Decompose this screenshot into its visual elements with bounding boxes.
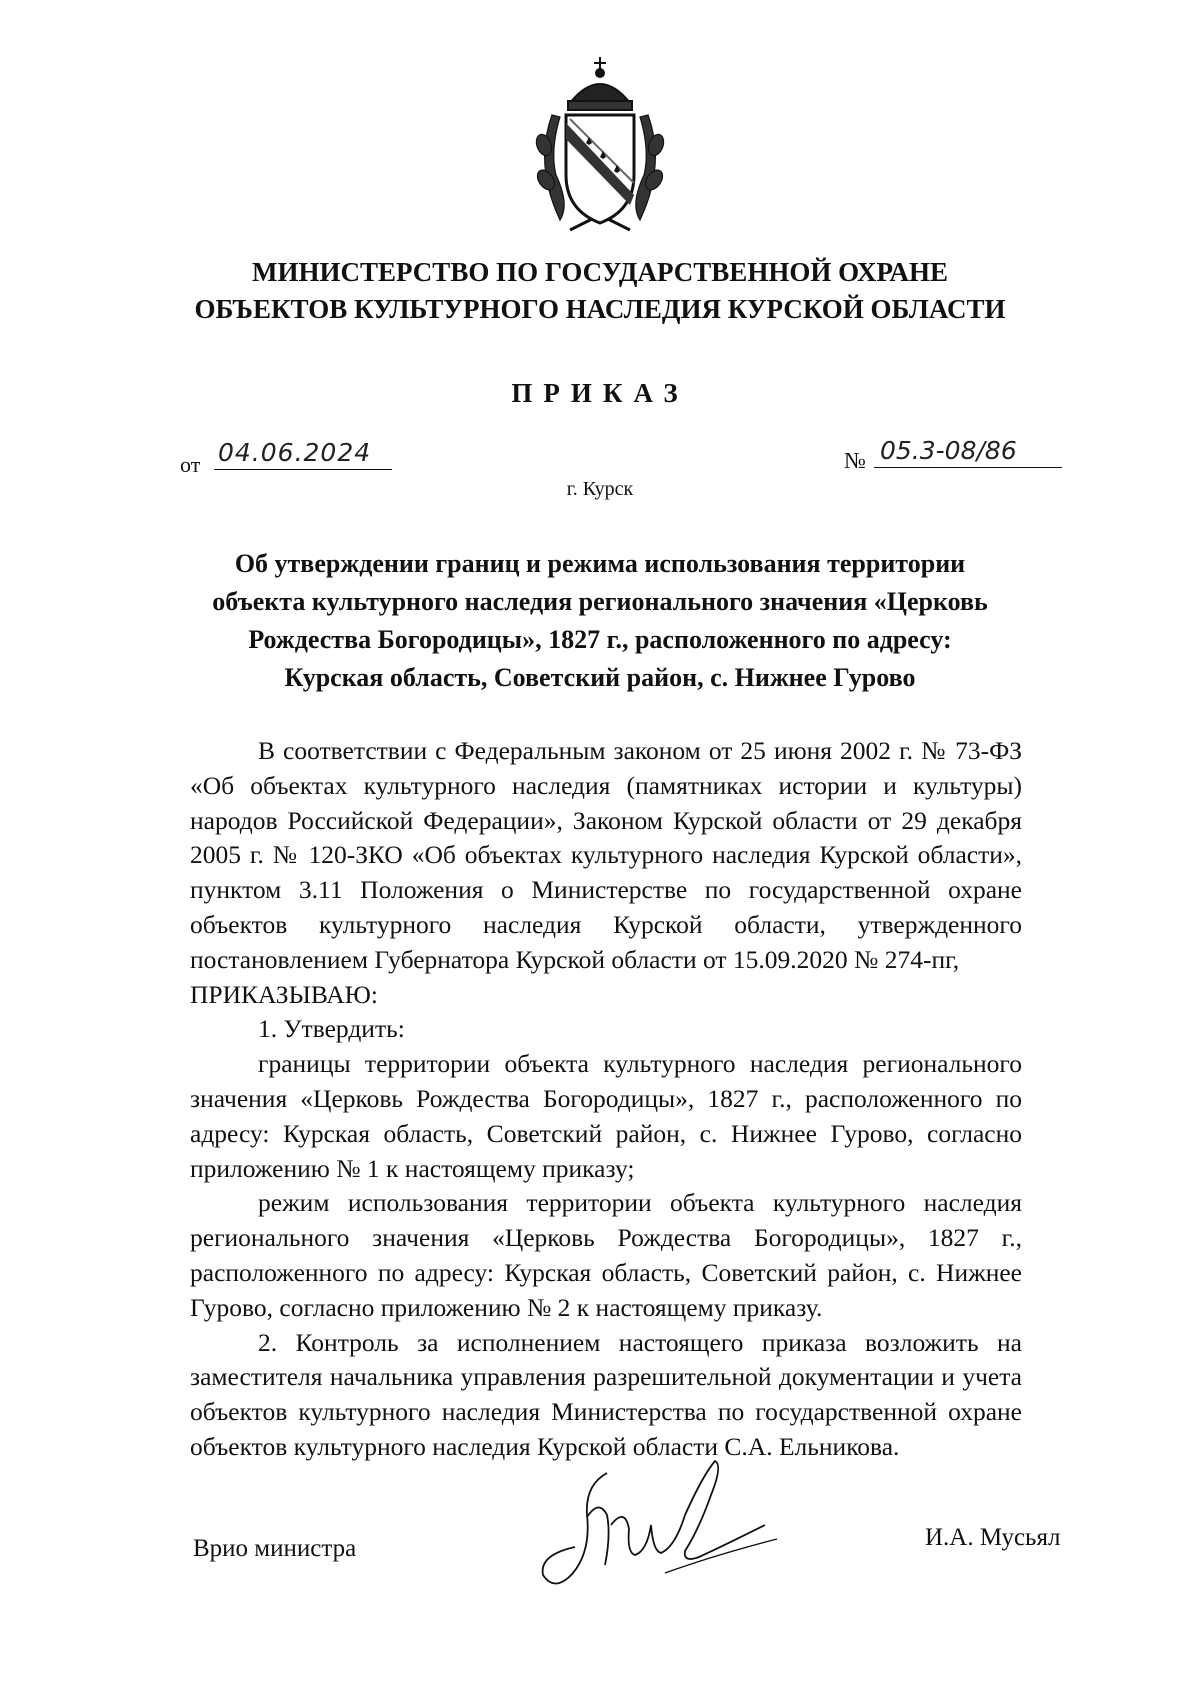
- preamble-paragraph: В соответствии с Федеральным законом от 25 июня 2002 г. № 73-ФЗ «Об объектах культурного наследия (памятниках истории и культуры) народов Российской Федерации», Законом Курской области от 29 декабря 2005 г. № 120-ЗКО «Об объектах культурного наследия Курской области», пунктом 3.11 Положения о Министерстве по государственной охране объектов культурного наследия Курской области, утвержденного постановлением Губернатора Курской области от 15.09.2020 № 274-пг,: [190, 736, 1022, 974]
- document-type: ПРИКАЗ: [511, 378, 689, 408]
- number-field: [874, 436, 1062, 470]
- item-2-paragraph: 2. Контроль за исполнением настоящего приказа возложить на заместителя начальника управления разрешительной документации и учета объектов культурного наследия Министерства по государственной охране объектов культурного наследия Курской области С.А. Ельникова.: [190, 1327, 1022, 1461]
- title-line-3: Рождества Богородицы», 1827 г., расположенного по адресу:: [248, 625, 952, 654]
- crown-icon: [568, 57, 632, 110]
- signatory-name: И.А. Мусьял: [925, 1524, 1061, 1551]
- signatory-position: Врио министра: [193, 1535, 357, 1562]
- number-underline: [874, 467, 1062, 468]
- shield-icon: [566, 115, 634, 223]
- ministry-name-line1: МИНИСТЕРСТВО ПО ГОСУДАРСТВЕННОЙ ОХРАНЕ: [251, 257, 949, 287]
- date-prefix: от: [180, 452, 201, 477]
- title-line-1: Об утверждении границ и режима использования территории: [234, 549, 966, 578]
- ministry-name-line2: ОБЪЕКТОВ КУЛЬТУРНОГО НАСЛЕДИЯ КУРСКОЙ ОБЛАСТИ: [194, 294, 1006, 324]
- title-line-2: объекта культурного наследия регионального значения «Церковь: [212, 587, 988, 616]
- handwritten-signature: [515, 1455, 785, 1605]
- city: г. Курск: [566, 478, 634, 500]
- date-field: [214, 438, 392, 472]
- handwritten-date: 04.06.2024: [218, 438, 372, 467]
- handwritten-number: 05.3-08/86: [880, 436, 1017, 465]
- title-line-4: Курская область, Советский район, с. Нижнее Гурово: [284, 663, 916, 692]
- document-body: [190, 734, 1022, 1465]
- item-1-a-paragraph: границы территории объекта культурного наследия регионального значения «Церковь Рождества Богородицы», 1827 г., расположенного по адресу: Курская область, Советский район, с. Нижнее Гурово, согласно приложению № 1 к настоящему приказу;: [190, 1049, 1022, 1183]
- coat-of-arms-emblem: [530, 55, 670, 240]
- item-1-b-paragraph: режим использования территории объекта культурного наследия регионального значения «Церковь Рождества Богородицы», 1827 г., расположенного по адресу: Курская область, Советский район, с. Нижнее Гурово, согласно приложению № 2 к настоящему приказу.: [190, 1188, 1022, 1322]
- order-word: ПРИКАЗЫВАЮ:: [190, 979, 378, 1009]
- item-1-heading: 1. Утвердить:: [258, 1014, 405, 1044]
- number-prefix: №: [844, 448, 866, 473]
- document-title: [190, 545, 1010, 697]
- date-underline: [214, 469, 392, 470]
